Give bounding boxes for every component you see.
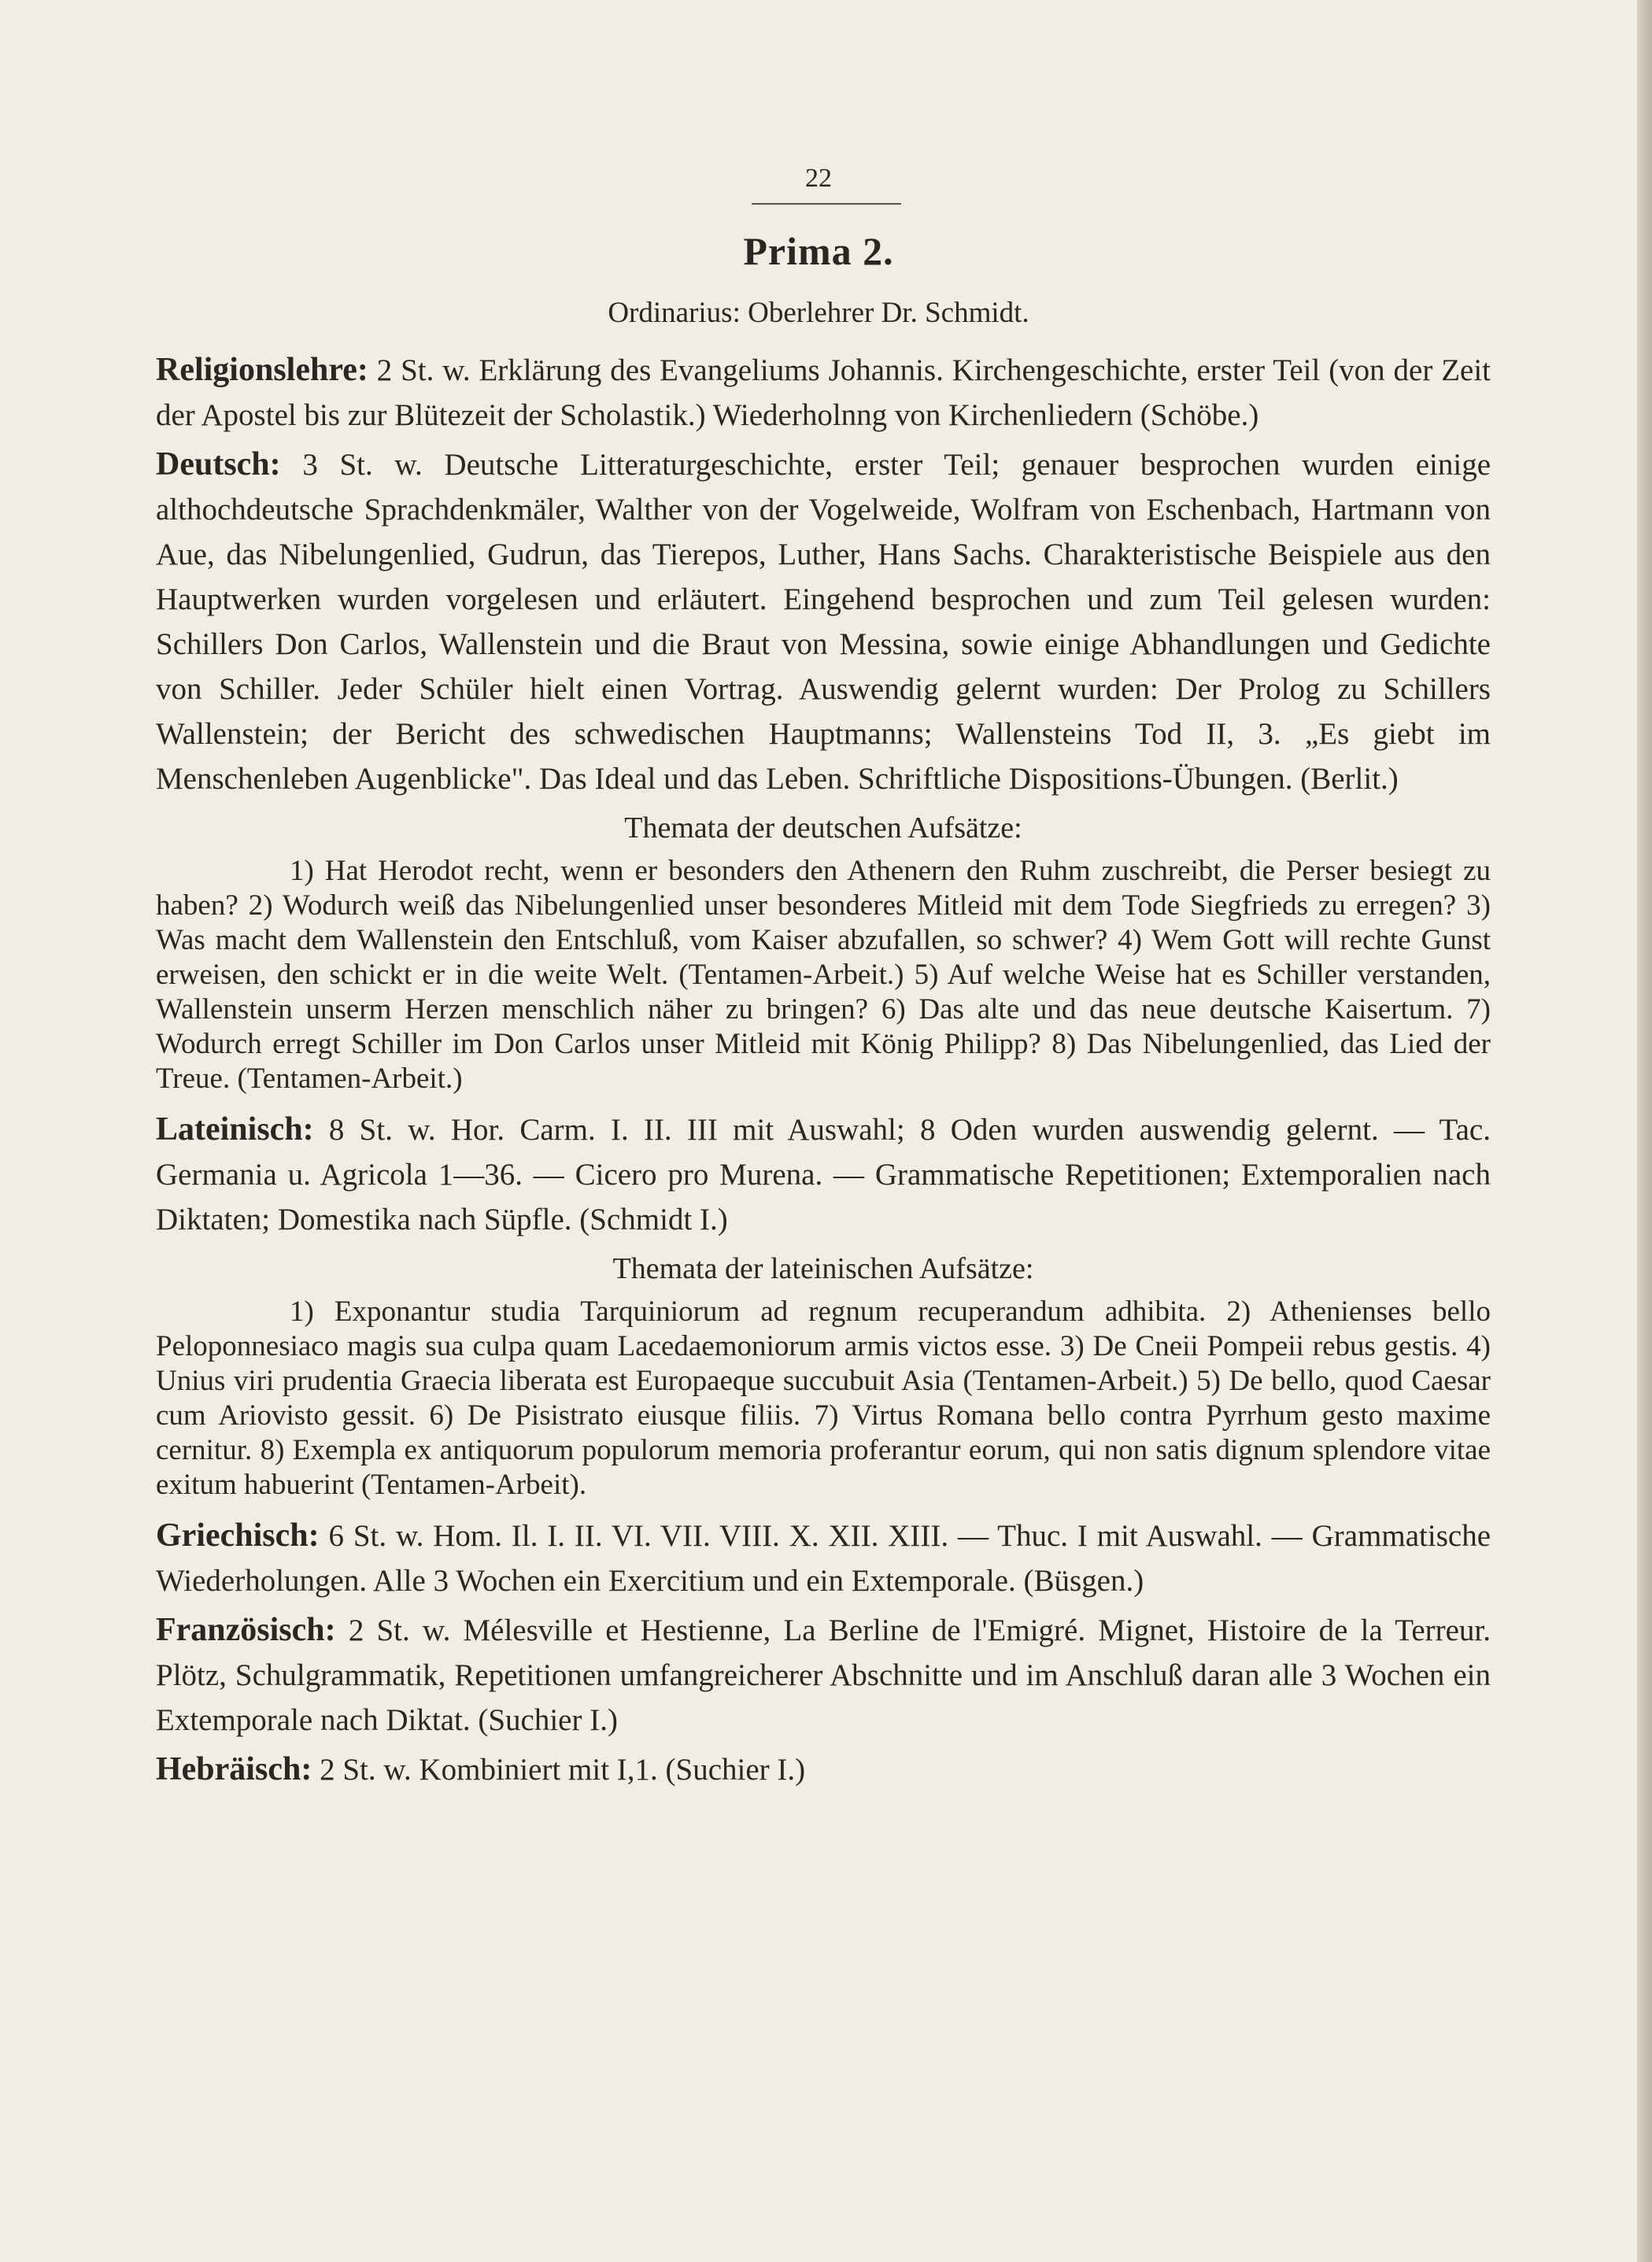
subject-hebraeisch <box>156 1747 1491 1792</box>
subject-religion <box>156 348 1491 438</box>
subject-text: 3 St. w. Deutsche Litteraturgeschichte, erster Teil; genauer besprochen wurden einige althochdeutsche Sprachdenkmäler, Walther von der Vogelweide, Wolfram von Eschenbach, Hartmann von Aue, das Nibelungenlied, Gudrun, das Tierepos, Luther, Hans Sachs. Charakteristische Beispiele aus den Hauptwerken wurden vorgelesen und erläutert. Eingehend besprochen und zum Teil gelesen wurden: Schillers Don Carlos, Wallenstein und die Braut von Messina, sowie einige Abhandlungen und Gedichte von Schiller. Jeder Schüler hielt einen Vortrag. Auswendig gelernt wurden: Der Prolog zu Schillers Wallenstein; der Bericht des schwedischen Hauptmanns; Wallensteins Tod II, 3. „Es giebt im Menschenleben Augenblicke". Das Ideal und das Leben. Schriftliche Dispositions-Übungen. (Berlit.) <box>156 448 1491 796</box>
subject-griechisch <box>156 1514 1491 1603</box>
subject-name: Lateinisch: <box>156 1111 314 1148</box>
subject-name: Griechisch: <box>156 1517 320 1554</box>
subject-deutsch <box>156 442 1491 801</box>
subject-text: 6 St. w. Hom. Il. I. II. VI. VII. VIII. X. XII. XIII. — Thuc. I mit Auswahl. — Grammatische Wiederholungen. Alle 3 Wochen ein Exercitium und ein Extemporale. (Büsgen.) <box>156 1519 1491 1598</box>
subject-name: Französisch: <box>156 1612 336 1648</box>
subject-name: Deutsch: <box>156 446 281 482</box>
subject-text: 8 St. w. Hor. Carm. I. II. III mit Auswahl; 8 Oden wurden auswendig gelernt. — Tac. Germania u. Agricola 1—36. — Cicero pro Murena. — Grammatische Repetitionen; Extemporalien nach Diktaten; Domestika nach Süpfle. (Schmidt I.) <box>156 1113 1491 1236</box>
subject-name: Hebräisch: <box>156 1751 312 1787</box>
themes-list-deutsch: 1) Hat Herodot recht, wenn er besonders den Athenern den Ruhm zuschreibt, die Perser besiegt zu haben? 2) Wodurch weiß das Nibelungenlied unser besonderes Mitleid mit dem Tode Siegfrieds zu erregen? 3) Was macht dem Wallenstein den Entschluß, vom Kaiser abzufallen, so schwer? 4) Wem Gott will rechte Gunst erweisen, den schickt er in die weite Welt. (Tentamen-Arbeit.) 5) Auf welche Weise hat es Schiller verstanden, Wallenstein unserm Herzen menschlich näher zu bringen? 6) Das alte und das neue deutsche Kaisertum. 7) Wodurch erregt Schiller im Don Carlos unser Mitleid mit König Philipp? 8) Das Nibelungenlied, das Lied der Treue. (Tentamen-Arbeit.) <box>156 855 1491 1095</box>
page-number-rule <box>752 203 901 205</box>
subject-text: 2 St. w. Mélesville et Hestienne, La Berline de l'Emigré. Mignet, Histoire de la Terreur. Plötz, Schulgrammatik, Repetitionen umfangreicherer Abschnitte und im Anschluß daran alle 3 Wochen ein Extemporale nach Diktat. (Suchier I.) <box>156 1613 1491 1737</box>
subject-franzoesisch <box>156 1608 1491 1743</box>
ordinarius-line: Ordinarius: Oberlehrer Dr. Schmidt. <box>608 297 1029 329</box>
themes-heading-deutsch: Themata der deutschen Aufsätze: <box>624 811 1022 845</box>
content-body <box>156 348 1491 1797</box>
subject-text: 2 St. w. Erklärung des Evangeliums Johannis. Kirchengeschichte, erster Teil (von der Zeit der Apostel bis zur Blütezeit der Scholastik.) Wiederholnng von Kirchenliedern (Schöbe.) <box>156 353 1491 432</box>
section-title: Prima 2. <box>743 229 894 273</box>
subject-latein <box>156 1107 1491 1242</box>
page-number: 22 <box>805 164 832 193</box>
themes-list-latein: 1) Exponantur studia Tarquiniorum ad regnum recuperandum adhibita. 2) Athenienses bello Peloponnesiaco magis sua culpa quam Lacedaemoniorum armis victos esse. 3) De Cneii Pompeii rebus gestis. 4) Unius viri prudentia Graecia liberata est Europaeque succubuit Asia (Tentamen-Arbeit.) 5) De bello, quod Caesar cum Ariovisto gessit. 6) De Pisistrato eiusque filiis. 7) Virtus Romana bello contra Pyrrhum gesto maxime cernitur. 8) Exempla ex antiquorum populorum memoria proferantur eorum, qui non satis dignum splendore vitae exitum habuerint (Tentamen-Arbeit). <box>156 1295 1491 1501</box>
themes-heading-latein: Themata der lateinischen Aufsätze: <box>612 1252 1034 1285</box>
page-edge <box>1637 0 1652 2262</box>
subject-text: 2 St. w. Kombiniert mit I,1. (Suchier I.) <box>320 1753 806 1787</box>
subject-name: Religionslehre: <box>156 352 368 388</box>
